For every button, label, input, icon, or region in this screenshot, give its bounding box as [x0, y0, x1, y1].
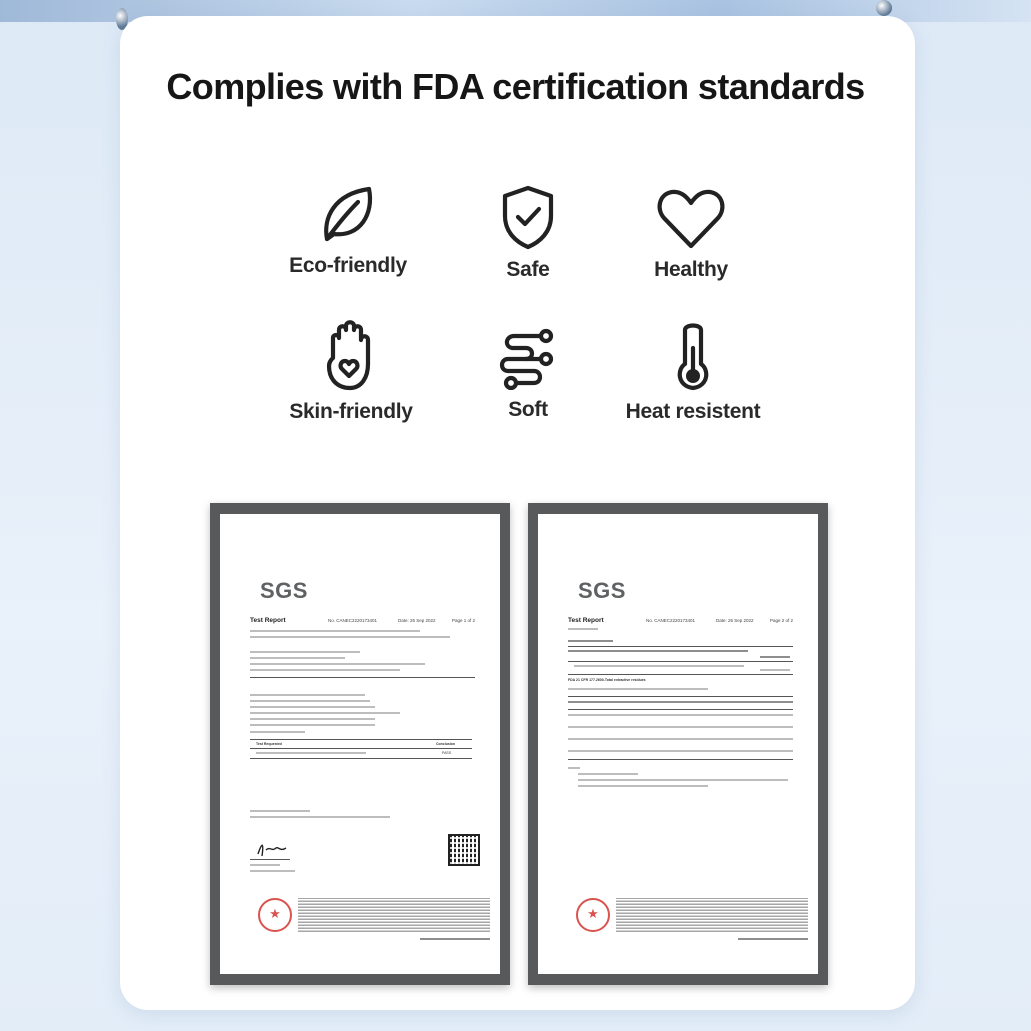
text-line [568, 628, 598, 630]
text-line [760, 669, 790, 671]
feature-heat-resistent [608, 320, 778, 424]
text-line [250, 657, 345, 659]
feature-safe [443, 184, 613, 282]
page-title: Complies with FDA certification standards [166, 66, 865, 107]
feature-label: Heat resistent [625, 400, 761, 423]
certificate-frame-1 [210, 503, 510, 985]
section-title: FDA 21 CFR 177.2600-Total extractive residues [568, 678, 646, 682]
report-page: Page 1 of 2 [452, 618, 476, 623]
certificate-page-2 [538, 514, 818, 974]
qr-code-overlay [450, 836, 478, 864]
text-line [250, 669, 400, 671]
text-line [250, 816, 390, 818]
water-drop [876, 0, 892, 16]
text-line [250, 810, 310, 812]
table-rule [568, 709, 793, 710]
text-line [568, 738, 793, 740]
report-heading: Test Report [568, 617, 604, 624]
text-line [250, 663, 425, 665]
text-line [250, 864, 280, 866]
feature-label: Safe [506, 258, 550, 281]
table-rule [568, 661, 793, 662]
text-line [250, 731, 305, 733]
divider [250, 677, 475, 678]
summary-table-rule [250, 758, 472, 759]
report-heading: Test Report [250, 617, 286, 624]
report-date: Date: 26 Sep 2022 [716, 618, 754, 623]
text-line [250, 870, 295, 872]
feature-skin-friendly [266, 318, 436, 424]
text-line [568, 767, 580, 769]
signature [254, 838, 294, 860]
text-line [568, 640, 613, 642]
report-page: Page 2 of 2 [770, 618, 794, 623]
summary-table-rule [250, 739, 472, 740]
text-line [250, 712, 400, 714]
text-line [250, 694, 365, 696]
report-number: No. CANEC2220173401 [646, 618, 696, 623]
hand-heart-icon [321, 318, 381, 392]
text-line [760, 656, 790, 658]
feature-soft [443, 328, 613, 422]
signature-line [250, 859, 290, 860]
text-line [578, 785, 708, 787]
text-line [250, 630, 420, 632]
text-line [256, 752, 366, 754]
certificate-frame-2 [528, 503, 828, 985]
feature-label: Healthy [654, 258, 728, 281]
text-line [250, 700, 370, 702]
text-line [250, 706, 375, 708]
feature-label: Eco-friendly [289, 254, 407, 277]
text-line [568, 714, 793, 716]
table-rule [568, 646, 793, 647]
text-line [578, 773, 638, 775]
summary-value: PASS [442, 751, 452, 755]
report-date: Date: 26 Sep 2022 [398, 618, 436, 623]
official-seal: ★ [258, 898, 292, 932]
text-line [574, 665, 744, 667]
text-line [250, 718, 375, 720]
fine-print [616, 898, 808, 932]
sgs-logo: SGS [578, 578, 626, 603]
summary-table-rule [250, 748, 472, 749]
sgs-logo: SGS [260, 578, 308, 603]
text-line [568, 688, 708, 690]
text-line [738, 938, 808, 940]
heart-icon [656, 188, 726, 250]
report-number: No. CANEC2220173401 [328, 618, 378, 623]
table-rule [568, 696, 793, 697]
shield-check-icon [498, 184, 558, 250]
summary-col-conclusion: Conclusion [436, 742, 456, 746]
certificate-page-1 [220, 514, 500, 974]
wavy-lines-icon [496, 328, 560, 390]
text-line [420, 938, 490, 940]
fine-print [298, 898, 490, 932]
text-line [250, 651, 360, 653]
text-line [568, 701, 793, 703]
feature-healthy [606, 188, 776, 282]
summary-col-test: Test Requested [256, 742, 282, 746]
thermometer-icon [671, 320, 715, 392]
table-rule [568, 674, 793, 675]
text-line [568, 650, 748, 652]
text-line [250, 636, 450, 638]
text-line [578, 779, 788, 781]
table-rule [568, 759, 793, 760]
text-line [568, 726, 793, 728]
feature-label: Skin-friendly [289, 400, 413, 423]
feature-label: Soft [508, 398, 548, 421]
feature-eco-friendly [263, 184, 433, 278]
text-line [568, 750, 793, 752]
leaf-icon [318, 184, 378, 246]
official-seal: ★ [576, 898, 610, 932]
text-line [250, 724, 375, 726]
